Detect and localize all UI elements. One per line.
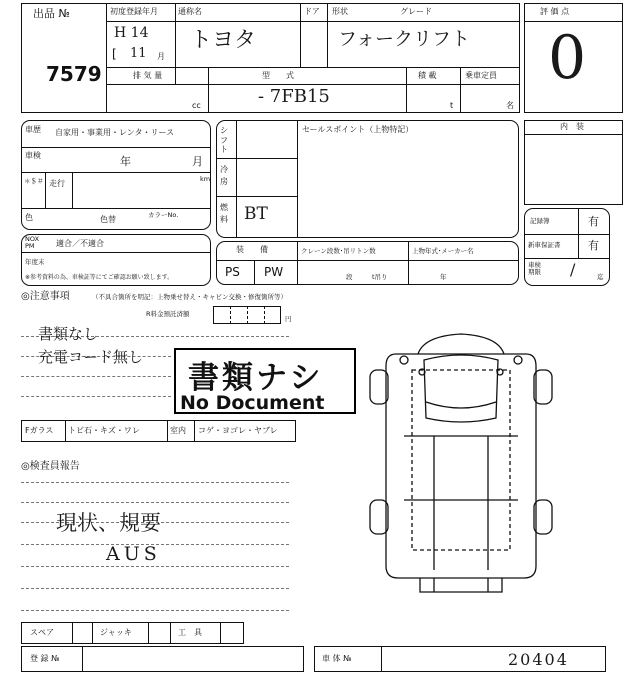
note-handwritten-1: 書類なし [38,325,99,343]
glass-damage: トビ石・キズ・ワレ [68,426,140,435]
ac-label: 冷房 [220,165,228,186]
sales-point-label: セールスポイント（上物特記） [302,125,414,134]
vehicle-diagram [364,330,558,600]
spare-label: スペア [30,628,54,637]
interior-label: 内 装 [560,122,584,131]
inspection-year-unit: 年 [120,155,131,168]
upper-label: 上物年式･メーカー名 [412,247,474,255]
equipment-check-bar [21,622,244,644]
stamp-english: No Document [180,392,325,414]
color-change-label: 色替 [100,215,116,224]
notes-title: ◎注意事項 [21,291,70,302]
glass-label: Fガラス [25,426,54,435]
first-reg-label: 初度登録年月 [110,7,158,16]
first-reg-month-unit: 月 [157,52,165,61]
inspection-label: 車検 [25,151,41,160]
registration-box [21,646,304,672]
seats-unit: 名 [506,101,514,110]
record-book-label: 記録簿 [530,217,550,225]
mileage-label: 走行 [49,179,65,188]
fuel-value: BT [244,204,268,224]
history-label: 車歴 [25,125,41,134]
yearly-label: 年度末 [25,258,45,266]
model-code: - 7FB15 [258,86,330,107]
stamp-japanese: 書類ナシ [188,360,324,396]
interior-box [524,120,623,205]
lot-number: 7579 [46,62,102,86]
car-name: トヨタ [190,28,257,53]
chassis-number: 20404 [508,650,569,669]
equipment-ps: PS [225,265,240,279]
displacement-label: 排 気 量 [133,71,163,80]
color-label: 色 [25,213,33,222]
interior-glass-label: 室内 [170,426,186,435]
inspector-handwritten-1: 現状、規要 [56,511,161,535]
fuel-label: 燃料 [220,203,228,224]
record-book-value: 有 [588,215,599,228]
warranty-label: 新車保証書 [528,241,561,249]
type-label: 型 式 [262,71,294,80]
inspection-month-unit: 月 [192,155,203,168]
shift-label: シフト [220,126,228,155]
history-options: 自家用・事業用・レンタ・リース [55,128,175,137]
equipment-label: 装 備 [236,245,268,254]
equipment-pw: PW [264,265,284,279]
km-unit: km [200,175,211,183]
registration-label: 登 録 № [30,654,60,663]
crane-label: クレーン段数･吊リトン数 [301,247,376,255]
warranty-value: 有 [588,239,599,252]
inspector-handwritten-2: AUS [106,543,161,565]
score-value: 0 [548,23,587,93]
cc-unit: cc [192,101,201,110]
crane-units: 段 t吊り [346,273,388,281]
tools-label: 工 具 [178,628,202,637]
inspector-title: ◎検査員報告 [21,461,80,472]
capacity-label: 積 載 [418,71,437,80]
nox-value: 適合／不適合 [56,239,104,248]
door-label: ドア [304,7,320,16]
color-no-label: カラーNo. [148,211,179,219]
yearly-note: ※参考資料の為、車検証等にてご確認お願い致します。 [25,273,174,281]
nox-label: NOX PM [25,235,40,250]
score-label: 評 価 点 [540,7,570,16]
recall-label: 車検 期限 [528,261,541,277]
seats-label: 乗車定員 [465,71,497,80]
recall-slash: / [570,260,576,279]
recall-end: 迄 [597,273,604,281]
first-reg-year: H 14 [114,25,149,41]
month-open-bracket: [ [112,47,117,61]
upper-unit: 年 [440,273,447,281]
mileage-mark: ＊＄＃ [24,177,44,185]
shape-label: 形状 [332,7,348,16]
recycle-unit: 円 [285,315,292,323]
model-name-label: 通称名 [178,7,202,16]
lot-label: 出品 № [33,7,70,20]
notes-sub: （不具合箇所を明記：上物乗せ替え・キャビン交換・修復箇所等） [92,293,287,301]
note-handwritten-2: 充電コード無し [38,348,144,366]
grade-label: グレード [400,7,432,16]
chassis-label: 車 体 № [322,654,352,663]
t-unit: t [450,101,454,110]
first-reg-month: 11 [130,46,147,61]
recycle-label: R料金預託済額 [146,310,190,318]
body-shape: フォークリフト [338,28,471,50]
interior-stain: コゲ・ヨゴレ・ヤブレ [198,426,278,435]
jack-label: ジャッキ [100,628,132,637]
